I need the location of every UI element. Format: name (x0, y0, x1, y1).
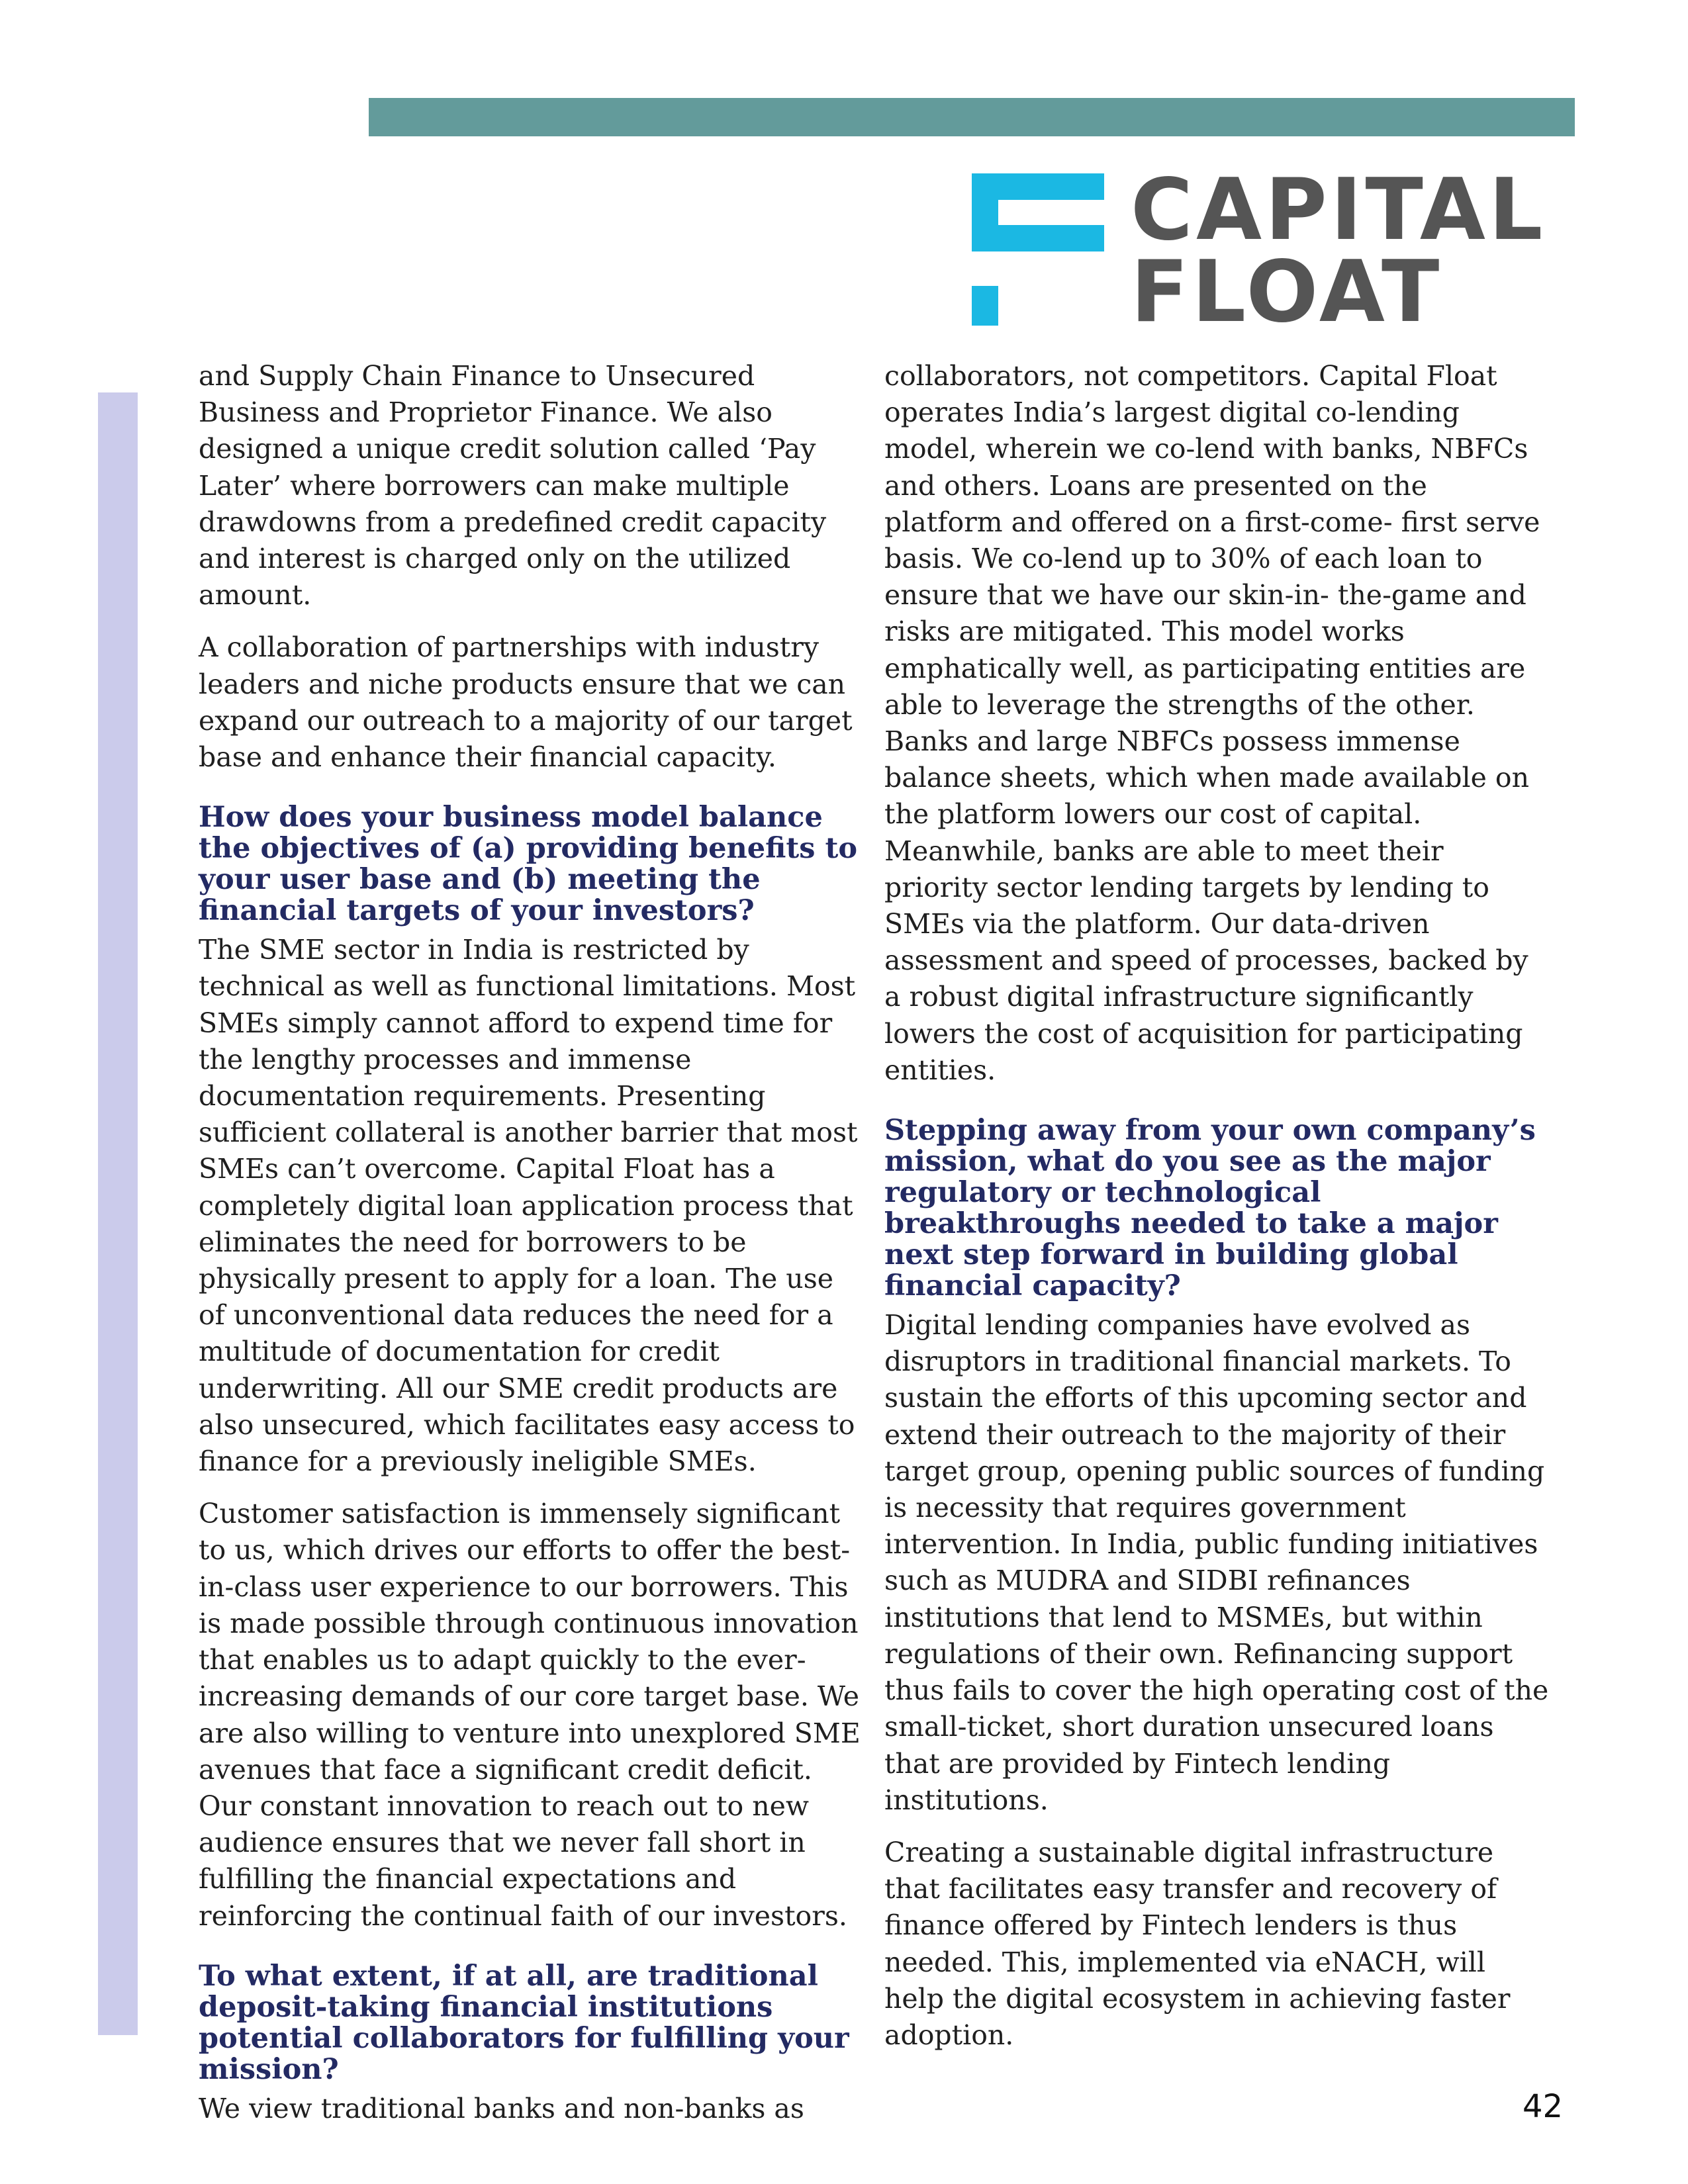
paragraph: We view traditional banks and non-banks as (199, 2092, 804, 2124)
header-accent-bar (369, 98, 1575, 136)
question-heading: How does your business model balance the objectives of (a) providing benefits to your user base and (b) meeting the financial targets of your investors? (199, 801, 858, 928)
question-heading: Stepping away from your own company’s mission, what do you see as the major regulatory or technological breakthroughs needed to take a major next step forward in building global financial capacity? (884, 1114, 1536, 1303)
paragraph: A collaboration of partnerships with industry leaders and niche products ensure that we can expand our outreach to a majority of our target base and enhance their financial capacity. (199, 631, 853, 774)
paragraph: collaborators, not competitors. Capital Float operates India’s largest digital co-lending model, wherein we co-lend with banks, NBFCs and others. Loans are presented on the platform and offered on a first-come- first serve basis. We co-lend up to 30% of each loan to ensure that we have our skin-in- the-game and risks are mitigated. This model works emphatically well, as participating entities are able to leverage the strengths of the other. Banks and large NBFCs possess immense balance sheets, which when made available on the platform lowers our cost of capital. Meanwhile, banks are able to meet their priority sector lending targets by lending to SMEs via the platform. Our data-driven assessment and speed of processes, backed by a robust digital infrastructure significantly lowers the cost of acquisition for participating entities. (884, 360, 1540, 1086)
sidebar-accent-bar (98, 392, 138, 2035)
logo-line-1: CAPITAL (1131, 161, 1546, 259)
paragraph: The SME sector in India is restricted by technical as well as functional limitations. Most SMEs simply cannot afford to expend time for the lengthy processes and immense documentation requirements. Presenting sufficient collateral is another barrier that most SMEs can’t overcome. Capital Float has a completely digital loan application process that eliminates the need for borrowers to be physically present to apply for a loan. The use of unconventional data reduces the need for a multitude of documentation for credit underwriting. All our SME credit products are also unsecured, which facilitates easy access to finance for a previously ineligible SMEs. (199, 934, 858, 1478)
logo-line-2: FLOAT (1131, 243, 1443, 341)
capital-float-logo-mark-icon (972, 173, 1104, 326)
question-heading: To what extent, if at all, are traditional deposit-taking financial institutions potential collaborators for fulfilling your mission? (199, 1959, 849, 2086)
paragraph: and Supply Chain Finance to Unsecured Business and Proprietor Finance. We also designed a unique credit solution called ‘Pay Later’ where borrowers can make multiple drawdowns from a predefined credit capacity and interest is charged only on the utilized amount. (199, 360, 827, 612)
logo-wordmark (1131, 161, 1546, 341)
page-number: 42 (1523, 2088, 1564, 2125)
paragraph: Customer satisfaction is immensely significant to us, which drives our efforts to offer the best-in-class user experience to our borrowers. This is made possible through continuous innovation that enables us to adapt quickly to the ever-increasing demands of our core target base. We are also willing to venture into unexplored SME avenues that face a significant credit deficit. Our constant innovation to reach out to new audience ensures that we never fall short in fulfilling the financial expectations and reinforcing the continual faith of our investors. (199, 1498, 861, 1932)
capital-float-logo (972, 161, 1581, 341)
left-column (199, 358, 867, 2127)
right-column (884, 358, 1553, 2054)
paragraph: Creating a sustainable digital infrastructure that facilitates easy transfer and recovery of finance offered by Fintech lenders is thus needed. This, implemented via eNACH, will help the digital ecosystem in achieving faster adoption. (884, 1836, 1511, 2051)
paragraph: Digital lending companies have evolved as disruptors in traditional financial markets. To sustain the efforts of this upcoming sector and extend their outreach to the majority of their target group, opening public sources of funding is necessity that requires government intervention. In India, public funding initiatives such as MUDRA and SIDBI refinances institutions that lend to MSMEs, but within regulations of their own. Refinancing support thus fails to cover the high operating cost of the small-ticket, short duration unsecured loans that are provided by Fintech lending institutions. (884, 1309, 1549, 1816)
